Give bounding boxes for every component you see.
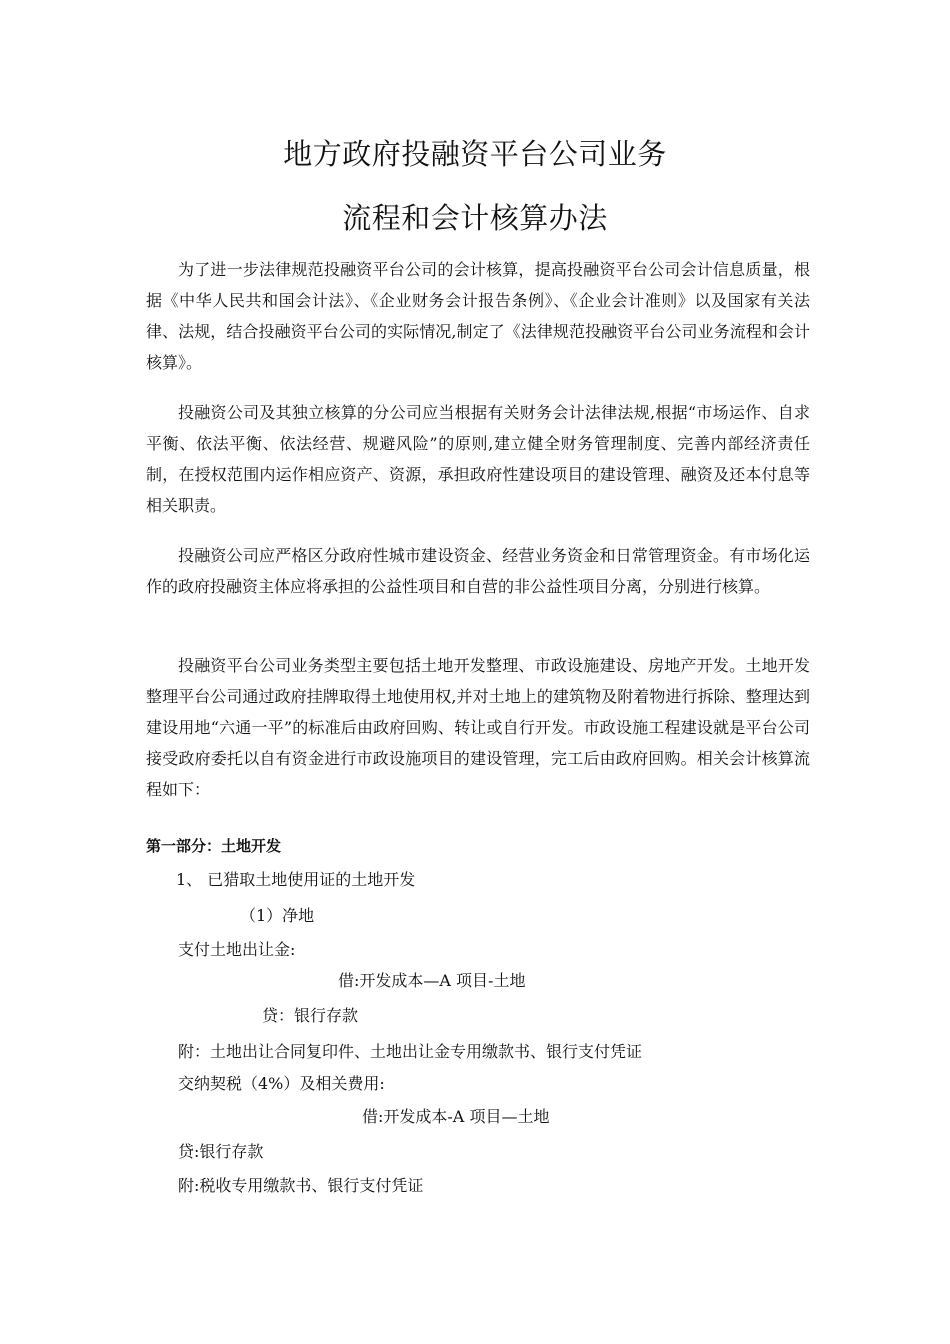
- section-heading: 第一部分：土地开发: [146, 837, 282, 855]
- entry-debit-line: 借:开发成本—A 项目-土地: [338, 971, 526, 990]
- paragraph-principles: 投融资公司及其独立核算的分公司应当根据有关财务会计法律法规,根据“市场运作、自求平衡、依法平衡、依法经营、规避风险”的原则,建立健全财务管理制度、完善内部经济责任制，在授权范围内运作相应资产、资源，承担政府性建设项目的建设管理、融资及还本付息等相关职责。: [146, 403, 810, 515]
- list-item-heading: 1、 已猎取土地使用证的土地开发: [176, 870, 416, 889]
- sub-item-heading: （1）净地: [240, 906, 315, 925]
- entry-credit-line: 贷：银行存款: [262, 1006, 359, 1025]
- document-title-line-2: 流程和会计核算办法: [342, 201, 608, 235]
- entry-pay-land-fee: 支付土地出让金:: [178, 940, 296, 959]
- entry-credit-line: 贷:银行存款: [178, 1142, 264, 1161]
- entry-pay-tax: 交纳契税（4%）及相关费用:: [178, 1074, 385, 1093]
- entry-attachments: 附：土地出让合同复印件、土地出让金专用缴款书、银行支付凭证: [178, 1042, 643, 1061]
- paragraph-fund-separation: 投融资公司应严格区分政府性城市建设资金、经营业务资金和日常管理资金。有市场化运作的政府投融资主体应将承担的公益性项目和自营的非公益性项目分离，分别进行核算。: [146, 546, 810, 596]
- entry-debit-line: 借:开发成本-A 项目—土地: [362, 1107, 550, 1126]
- entry-attachments: 附:税收专用缴款书、银行支付凭证: [178, 1176, 424, 1195]
- paragraph-intro: 为了进一步法律规范投融资平台公司的会计核算，提高投融资平台公司会计信息质量，根据《中华人民共和国会计法》、《企业财务会计报告条例》、《企业会计准则》以及国家有关法律、法规，结合投融资平台公司的实际情况,制定了《法律规范投融资平台公司业务流程和会计核算》。: [146, 260, 810, 372]
- document-title-line-1: 地方政府投融资平台公司业务: [283, 137, 667, 171]
- paragraph-business-types: 投融资平台公司业务类型主要包括土地开发整理、市政设施建设、房地产开发。土地开发整理平台公司通过政府挂牌取得土地使用权,并对土地上的建筑物及附着物进行拆除、整理达到建设用地“六通一平”的标准后由政府回购、转让或自行开发。市政设施工程建设就是平台公司接受政府委托以自有资金进行市政设施项目的建设管理，完工后由政府回购。相关会计核算流程如下：: [146, 656, 810, 799]
